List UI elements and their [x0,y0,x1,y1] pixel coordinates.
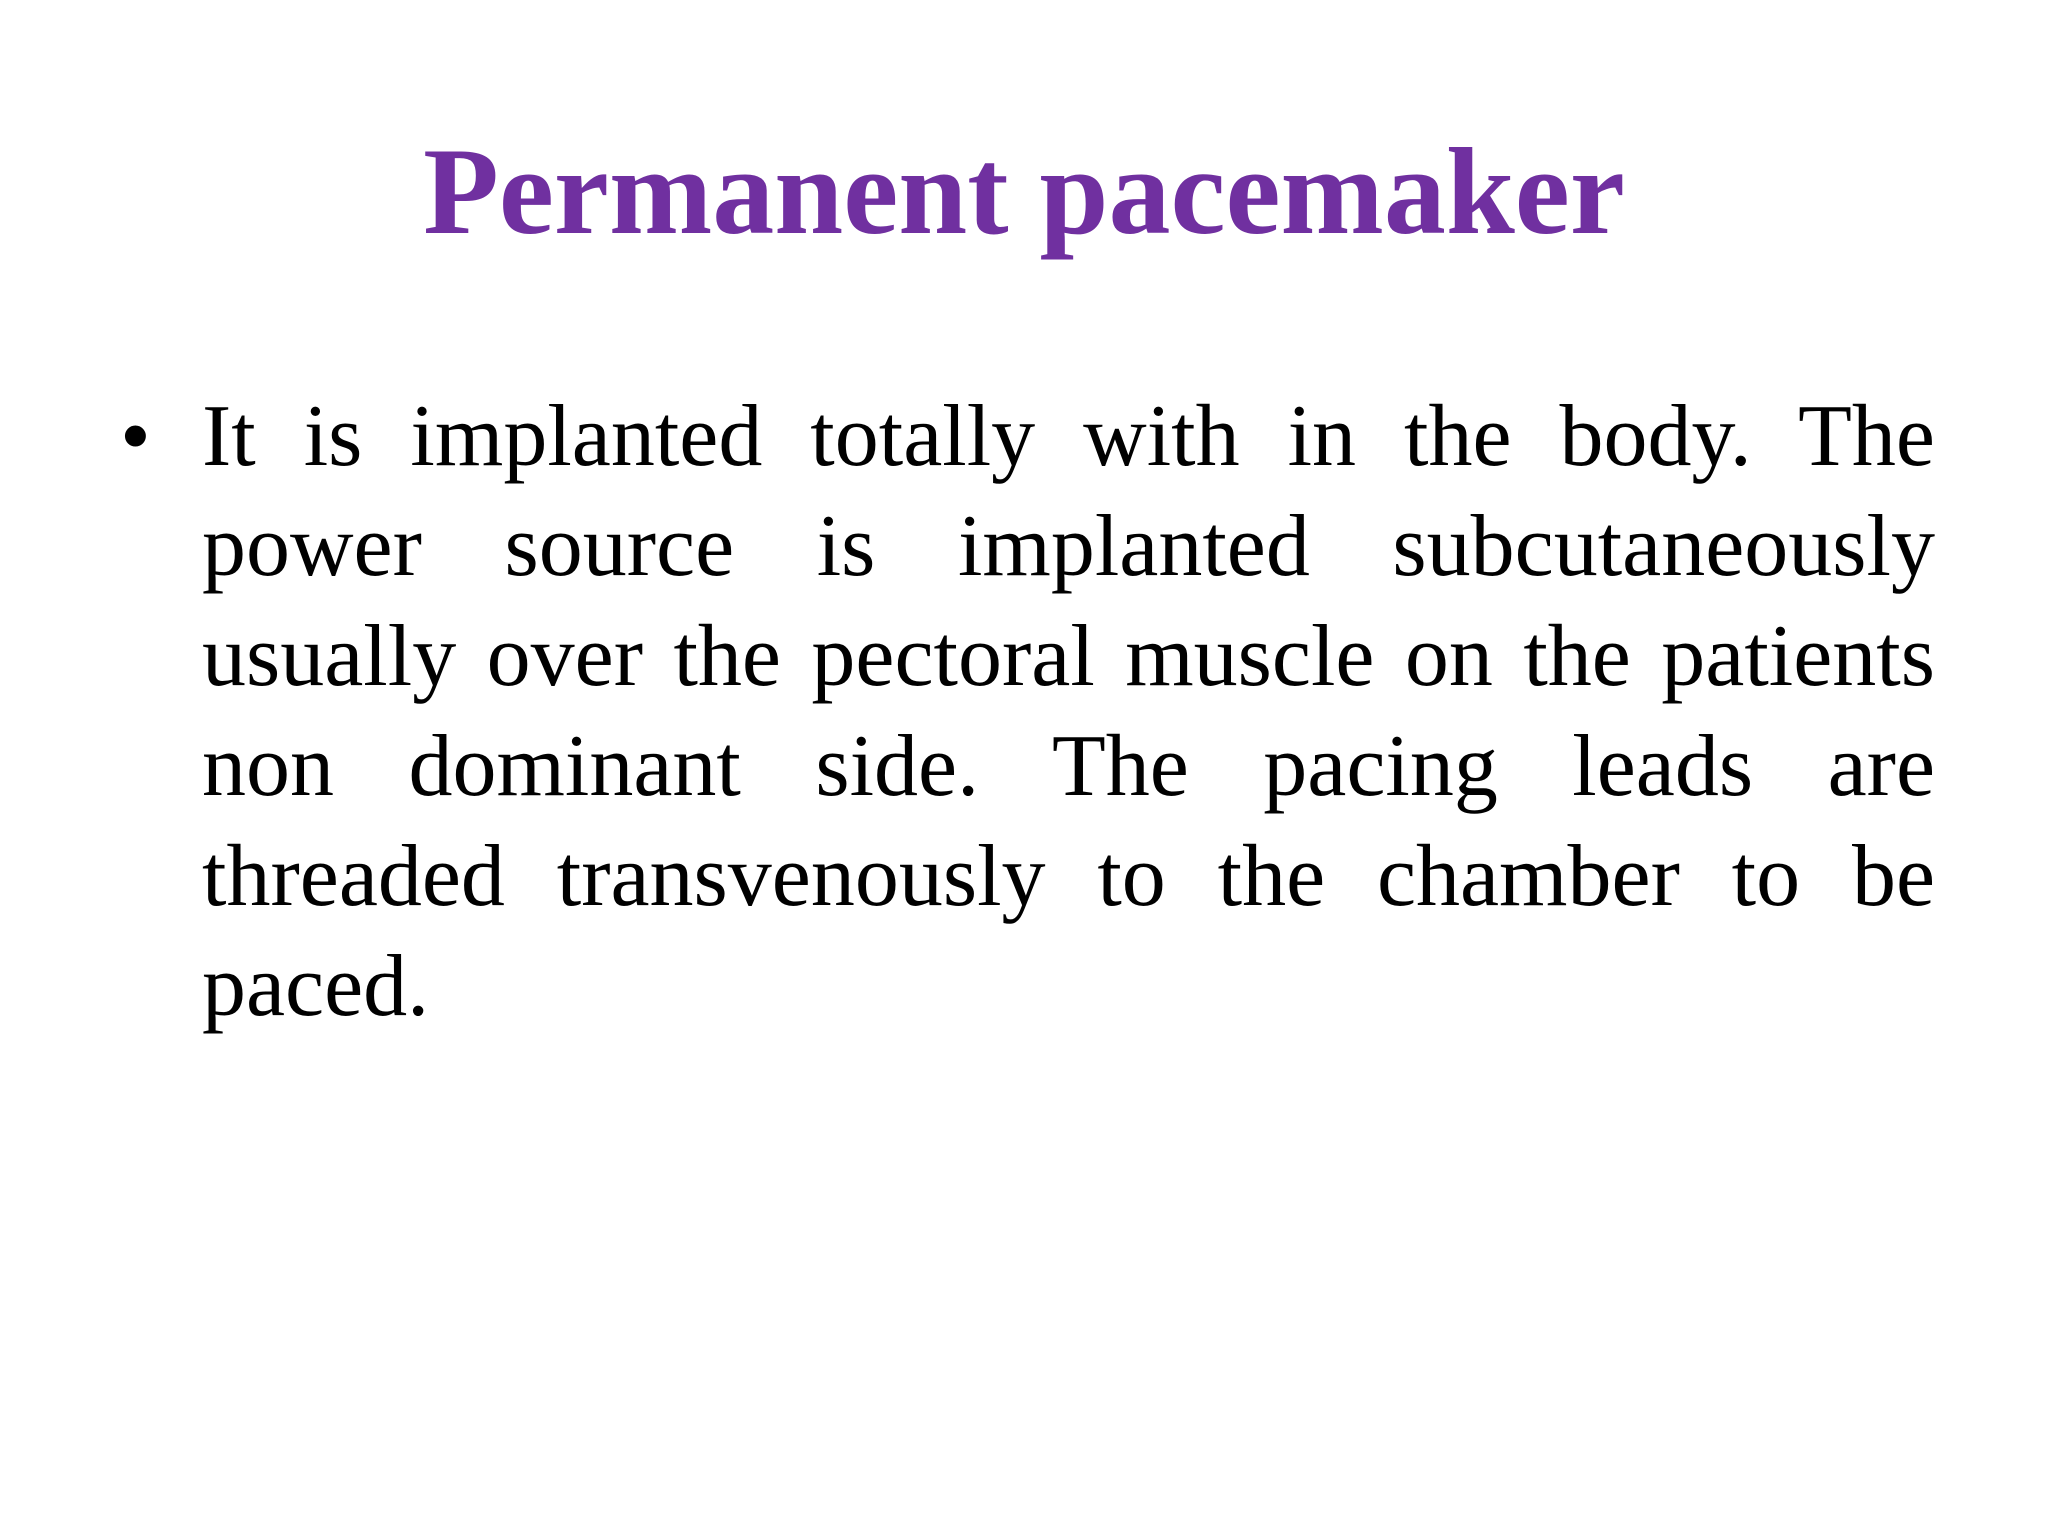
bullet-marker: • [120,388,151,485]
bullet-list [120,382,1935,1042]
bullet-text: It is implanted totally with in the body. The power source is implanted subcutaneously usually over the pectoral muscle on the patients non dominant side. The pacing leads are threaded transvenously to the chamber to be paced. [202,388,1935,1035]
slide-title: Permanent pacemaker [423,123,1625,260]
bullet-item [120,382,1935,1042]
